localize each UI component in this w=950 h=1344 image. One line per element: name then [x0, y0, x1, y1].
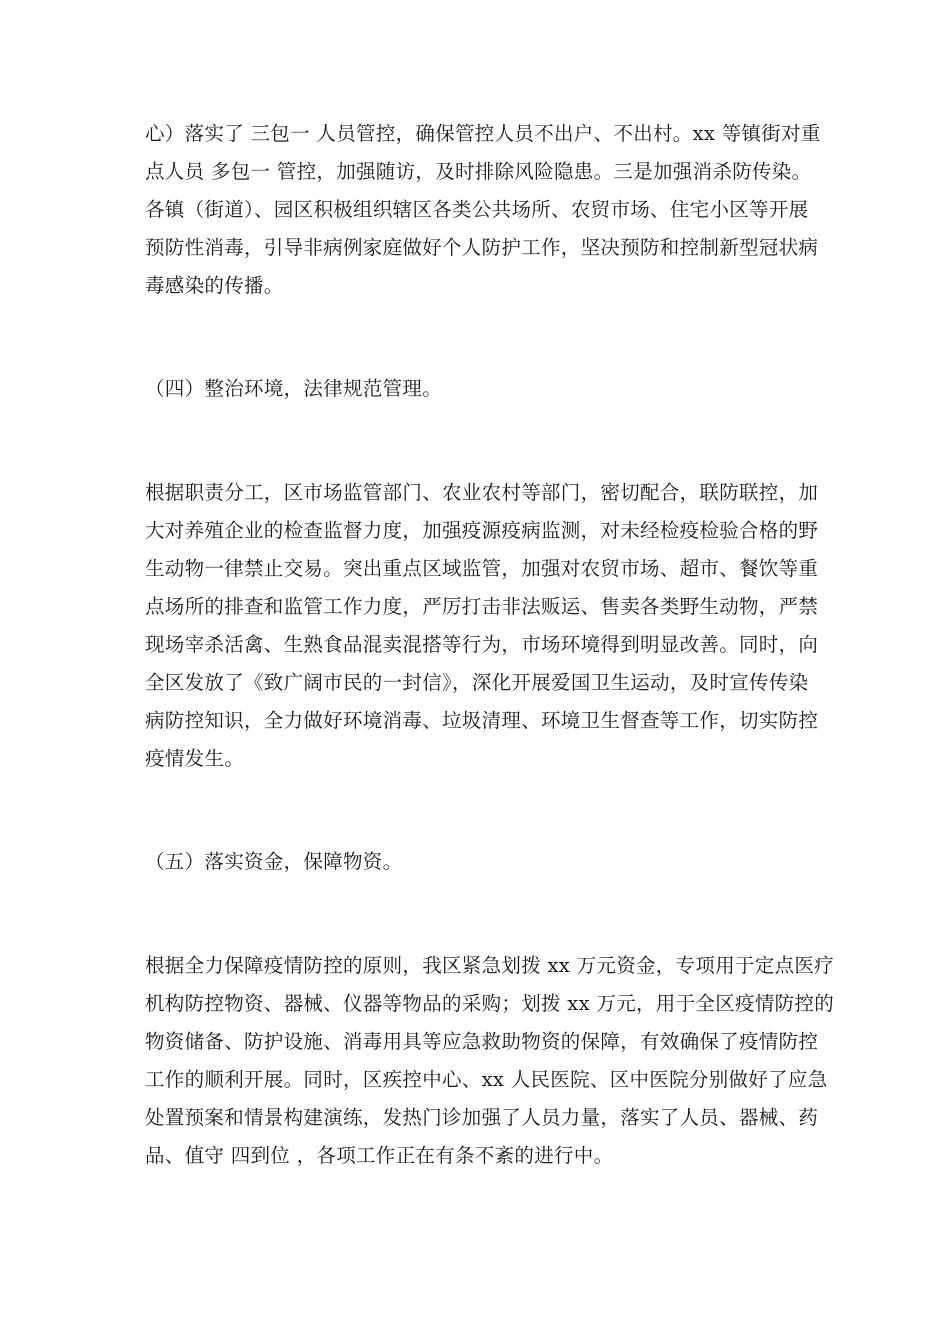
paragraph-line: 各镇（街道）、园区积极组织辖区各类公共场所、农贸市场、住宅小区等开展 [145, 198, 809, 221]
paragraph-line: 全区发放了《致广阔市民的一封信》，深化开展爱国卫生运动，及时宣传传染 [145, 671, 809, 694]
section-heading-5: （五）落实资金，保障物资。 [145, 850, 403, 873]
paragraph-line: 品、值守 四到位 ，各项工作正在有条不紊的进行中。 [145, 1144, 614, 1167]
paragraph-line: 病防控知识，全力做好环境消毒、垃圾清理、环境卫生督查等工作，切实防控 [145, 709, 819, 732]
paragraph-line: 物资储备、防护设施、消毒用具等应急救助物资的保障，有效确保了疫情防控 [145, 1030, 819, 1053]
paragraph-line: 根据职责分工，区市场监管部门、农业农村等部门，密切配合，联防联控，加 [145, 481, 819, 504]
paragraph-line: 机构防控物资、器械、仪器等物品的采购；划拨 xx 万元，用于全区疫情防控的 [145, 992, 834, 1015]
paragraph-line: 点场所的排查和监管工作力度，严厉打击非法贩运、售卖各类野生动物，严禁 [145, 595, 819, 618]
paragraph-line: 生动物一律禁止交易。突出重点区域监管，加强对农贸市场、超市、餐饮等重 [145, 557, 819, 580]
paragraph-line: 毒感染的传播。 [145, 274, 284, 297]
paragraph-line: 现场宰杀活禽、生熟食品混卖混搭等行为，市场环境得到明显改善。同时，向 [145, 633, 819, 656]
paragraph-line: 疫情发生。 [145, 747, 245, 770]
paragraph-line: 点人员 多包一 管控，加强随访，及时排除风险隐患。三是加强消杀防传染。 [145, 160, 812, 183]
paragraph-line: 心）落实了 三包一 人员管控，确保管控人员不出户、不出村。xx 等镇街对重 [145, 122, 821, 145]
section-heading-4: （四）整治环境，法律规范管理。 [145, 377, 443, 400]
paragraph-line: 处置预案和情景构建演练，发热门诊加强了人员力量，落实了人员、器械、药 [145, 1106, 819, 1129]
paragraph-line: 大对养殖企业的检查监督力度，加强疫源疫病监测，对未经检疫检验合格的野 [145, 519, 819, 542]
paragraph-line: 工作的顺利开展。同时，区疾控中心、xx 人民医院、区中医院分别做好了应急 [145, 1068, 828, 1091]
paragraph-line: 预防性消毒，引导非病例家庭做好个人防护工作，坚决预防和控制新型冠状病 [145, 236, 819, 259]
paragraph-line: 根据全力保障疫情防控的原则，我区紧急划拨 xx 万元资金，专项用于定点医疗 [145, 954, 834, 977]
